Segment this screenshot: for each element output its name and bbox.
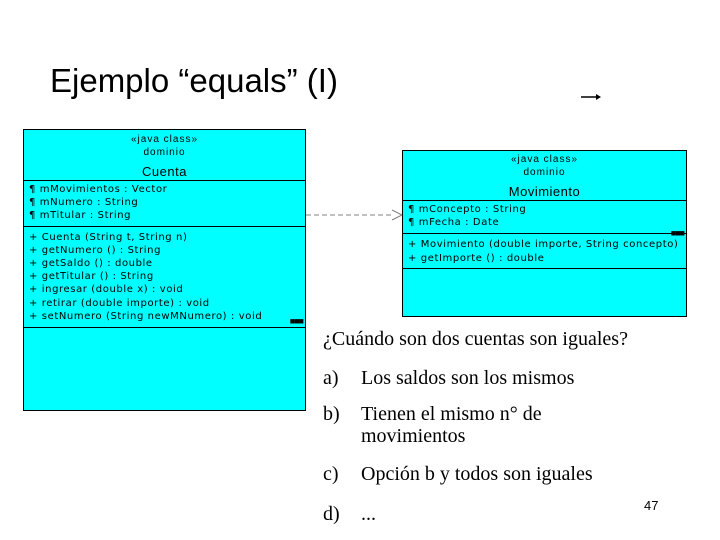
page-number: 47 [644, 498, 659, 513]
class-cuenta-methods [24, 227, 305, 328]
class-cuenta-stereotype: «java class» [130, 134, 199, 145]
option-label: a) [323, 367, 339, 389]
method: + getImporte () : double [408, 252, 545, 264]
class-cuenta-package: dominio [143, 147, 186, 158]
class-cuenta-attributes [24, 181, 305, 227]
class-movimiento-package: dominio [523, 167, 566, 178]
method: + retirar (double importe) : void [29, 297, 210, 309]
more-indicator-icon: ■■■ [670, 228, 684, 239]
class-movimiento-name: Movimiento [508, 184, 581, 199]
quiz-option-c [323, 463, 593, 486]
quiz-option-d [323, 503, 376, 526]
class-movimiento[interactable] [402, 150, 687, 317]
attribute: ¶ mConcepto : String [408, 204, 527, 215]
title-arrow-head [596, 94, 601, 100]
class-cuenta[interactable] [23, 129, 306, 411]
option-text: Tienen el mismo n° de movimientos [361, 403, 542, 447]
class-cuenta-header [24, 134, 305, 181]
attribute: ¶ mFecha : Date [408, 217, 500, 229]
class-cuenta-name: Cuenta [142, 164, 187, 179]
option-label: d) [323, 503, 340, 525]
class-movimiento-methods [403, 234, 686, 268]
option-label: c) [323, 463, 339, 485]
method: + getSaldo () : double [29, 258, 153, 270]
attribute: ¶ mTitular : String [29, 210, 132, 222]
quiz-question: ¿Cuándo son dos cuentas son iguales? [323, 328, 628, 350]
method: + Cuenta (String t, String n) [29, 231, 188, 243]
method: + ingresar (double x) : void [29, 284, 184, 296]
method: + setNumero (String newMNumero) : void [29, 310, 263, 322]
option-label: b) [323, 403, 340, 425]
class-movimiento-stereotype: «java class» [510, 154, 579, 165]
method: + getNumero () : String [29, 244, 162, 256]
class-movimiento-header [403, 154, 686, 201]
class-movimiento-attributes [403, 201, 686, 239]
option-text: ... [361, 503, 376, 525]
more-indicator-icon: ■■■ [289, 316, 303, 327]
slide-title: Ejemplo “equals” (I) [50, 62, 338, 99]
quiz-option-a [323, 367, 574, 390]
quiz-option-b [323, 403, 591, 447]
attribute: ¶ mMovimientos : Vector [29, 184, 168, 195]
method: + getTitular () : String [29, 271, 154, 283]
dependency-arrowhead [392, 210, 402, 220]
option-text: Los saldos son los mismos [361, 367, 575, 389]
option-text: Opción b y todos son iguales [361, 463, 593, 485]
method: + Movimiento (double importe, String concepto) [408, 239, 679, 251]
attribute: ¶ mNumero : String [29, 197, 139, 209]
